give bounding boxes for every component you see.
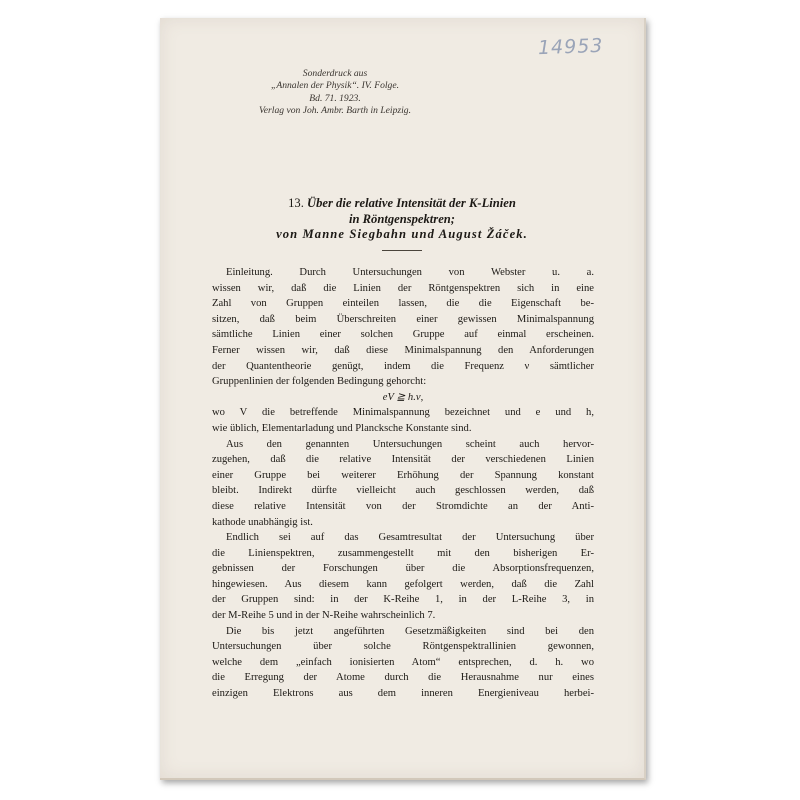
offprint-line: Sonderdruck aus <box>302 68 368 79</box>
article-number: 13. <box>288 196 304 210</box>
body-line: Untersuchungen über solche Röntgenspektrallinien gewonnen, <box>212 641 594 653</box>
article-authors: von Manne Siegbahn und August Žáček. <box>276 227 528 242</box>
body-line: bleibt. Indirekt dürfte vielleicht auch geschlossen werden, daß <box>212 485 594 497</box>
article-body <box>212 265 594 702</box>
article-title: Über die relative Intensität der K-Linien <box>307 196 516 210</box>
body-line: Ferner wissen wir, daß diese Minimalspannung den Anforderungen <box>212 344 594 356</box>
handwritten-catalog-number: 14953 <box>537 34 604 60</box>
body-line: wissen wir, daß die Linien der Röntgenspektren sich in eine <box>212 282 594 294</box>
formula: eV ≧ h.ν, <box>382 391 424 403</box>
body-line: Zahl von Gruppen einteilen lassen, die die Eigenschaft be- <box>212 298 594 310</box>
article-title-line <box>200 196 604 212</box>
article-title-continued: in Röntgenspektren; <box>348 211 455 226</box>
title-divider <box>382 250 422 251</box>
body-line: die Linienspektren, zusammengestellt mit den bisherigen Er- <box>212 547 594 559</box>
body-line: sitzen, daß beim Überschreiten einer gewissen Minimalspannung <box>212 313 594 325</box>
body-line: wo V die betreffende Minimalspannung bezeichnet und e und h, <box>212 407 594 419</box>
body-line: Die bis jetzt angeführten Gesetzmäßigkeiten sind bei den <box>226 625 594 637</box>
body-line: Endlich sei auf das Gesamtresultat der Untersuchung über <box>226 532 594 544</box>
offprint-line: „Annalen der Physik“. IV. Folge. <box>271 80 399 92</box>
body-line: die Erregung der Atome durch die Herausnahme nur eines <box>212 672 594 684</box>
body-line: wie üblich, Elementarladung und Plancksche Konstante sind. <box>212 422 472 434</box>
offprint-header <box>220 68 450 118</box>
body-line: der M-Reihe 5 und in der N-Reihe wahrscheinlich 7. <box>212 610 436 622</box>
body-line: diese relative Intensität von der Stromdichte an der Anti- <box>212 500 594 512</box>
body-line: Gruppenlinien der folgenden Bedingung gehorcht: <box>212 376 427 388</box>
body-line: einzigen Elektrons aus dem inneren Energieniveau herbei- <box>212 688 594 700</box>
body-line: der Quantentheorie genügt, indem die Frequenz ν sämtlicher <box>212 360 594 372</box>
body-line: sämtliche Linien einer solchen Gruppe auf einmal erscheinen. <box>212 329 594 341</box>
body-line: kathode unabhängig ist. <box>212 516 313 528</box>
body-line: hingewiesen. Aus diesem kann gefolgert werden, daß die Zahl <box>212 578 594 590</box>
offprint-line: Bd. 71. 1923. <box>309 92 361 104</box>
body-line: Einleitung. Durch Untersuchungen von Webster u. a. <box>226 267 594 278</box>
body-line: Aus den genannten Untersuchungen scheint auch hervor- <box>226 438 594 450</box>
document-page <box>160 18 646 780</box>
body-line: einer Gruppe bei weiterer Erhöhung der Spannung konstant <box>212 469 594 481</box>
offprint-line: Verlag von Joh. Ambr. Barth in Leipzig. <box>259 105 411 117</box>
body-line: gebnissen der Forschungen über die Absorptionsfrequenzen, <box>212 563 594 575</box>
article-title-block <box>200 196 604 251</box>
body-line: zugehen, daß die relative Intensität der verschiedenen Linien <box>212 454 594 466</box>
body-line: welche dem „einfach ionisierten Atom“ entsprechen, d. h. wo <box>212 656 594 668</box>
body-line: der Gruppen sind: in der K-Reihe 1, in der L-Reihe 3, in <box>212 594 594 606</box>
